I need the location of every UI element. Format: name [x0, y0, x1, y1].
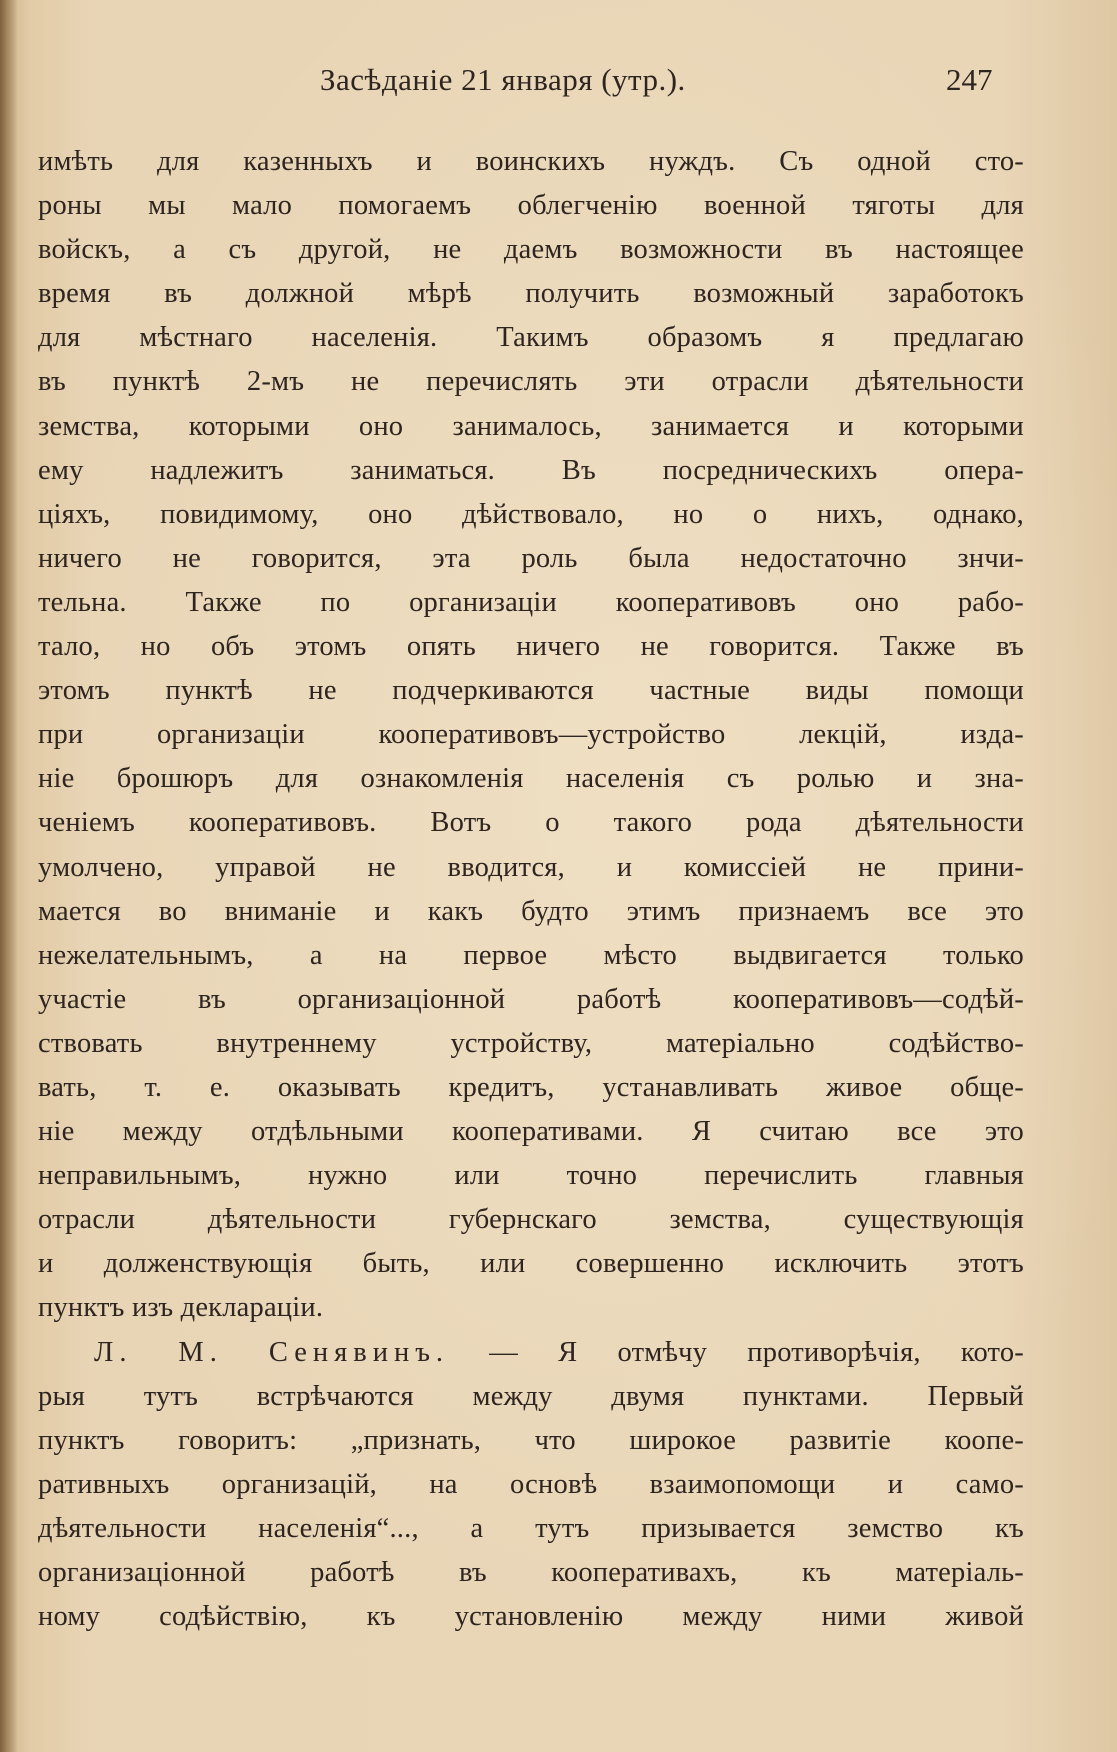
text-line: отрасли дѣятельности губернскаго земства, существующія [38, 1204, 1024, 1236]
text-line: вать, т. е. оказывать кредитъ, устанавливать живое обще- [38, 1071, 1024, 1103]
text-line: время въ должной мѣрѣ получить возможный заработокъ [38, 278, 1024, 310]
text-line: организаціонной работѣ въ кооперативахъ, къ матеріаль- [38, 1557, 1024, 1588]
book-spine-shadow [0, 0, 18, 1752]
page-number: 247 [946, 62, 993, 97]
text-line: ніе брошюръ для ознакомленія населенія съ ролью и зна- [38, 763, 1024, 795]
text-line-paragraph-end: пунктъ изъ деклараціи. [38, 1292, 324, 1324]
text-line: въ пунктѣ 2-мъ не перечислять эти отрасли дѣятельности [38, 366, 1024, 398]
text-line: имѣть для казенныхъ и воинскихъ нуждъ. Съ одной сто- [38, 146, 1024, 177]
speaker-name: Л. М. Сенявинъ. [94, 1336, 450, 1368]
text-line: ніе между отдѣльными кооперативами. Я считаю все это [38, 1116, 1024, 1148]
text-line: рыя тутъ встрѣчаются между двумя пунктами. Первый [38, 1380, 1024, 1412]
text-line: ному содѣйствію, къ установленію между ними живой [38, 1601, 1024, 1633]
text-line: тельна. Также по организаціи кооперативовъ оно рабо- [38, 586, 1024, 618]
text-line: умолчено, управой не вводится, и комиссіей не прини- [38, 851, 1024, 883]
text-line: участіе въ организаціонной работѣ кооперативовъ—содѣй- [38, 983, 1024, 1015]
text-line: нежелательнымъ, а на первое мѣсто выдвигается только [38, 939, 1024, 971]
text-line: ративныхъ организацій, на основѣ взаимопомощи и само- [38, 1468, 1024, 1500]
text-line: ствовать внутреннему устройству, матеріально содѣйство- [38, 1027, 1024, 1059]
text-line: войскъ, а съ другой, не даемъ возможности въ настоящее [38, 234, 1024, 266]
text-line: и долженствующія быть, или совершенно исключить этотъ [38, 1248, 1024, 1280]
text-line: пунктъ говоритъ: „признать, что широкое развитіе коопе- [38, 1424, 1024, 1456]
text-line: дѣятельности населенія“..., а тутъ призывается земство къ [38, 1512, 1024, 1544]
body-text [38, 140, 1024, 1639]
text-line: этомъ пунктѣ не подчеркиваются частные виды помощи [38, 675, 1024, 707]
text-line: ничего не говорится, эта роль была недостаточно знчи- [38, 542, 1024, 574]
speech-opening-line [38, 1331, 1024, 1375]
text-line: неправильнымъ, нужно или точно перечислить главныя [38, 1160, 1024, 1192]
text-line: ченіемъ кооперативовъ. Вотъ о такого рода дѣятельности [38, 807, 1024, 839]
text-line: ему надлежитъ заниматься. Въ посредническихъ опера- [38, 454, 1024, 486]
text-line: земства, которыми оно занималось, занимается и которыми [38, 410, 1024, 442]
text-line: мается во вниманіе и какъ будто этимъ признаемъ все это [38, 895, 1024, 927]
speech-first-line-text: — Я отмѣчу противорѣчія, кото- [489, 1336, 1024, 1368]
text-line: при организаціи кооперативовъ—устройство лекцій, изда- [38, 719, 1024, 751]
text-line: ціяхъ, повидимому, оно дѣйствовало, но о нихъ, однако, [38, 498, 1024, 530]
running-header [40, 62, 1040, 106]
text-line: роны мы мало помогаемъ облегченію военной тяготы для [38, 190, 1024, 222]
running-title: Засѣданіе 21 января (утр.). [320, 62, 686, 97]
text-line: для мѣстнаго населенія. Такимъ образомъ я предлагаю [38, 322, 1024, 354]
text-line: тало, но объ этомъ опять ничего не говорится. Также въ [38, 631, 1024, 663]
